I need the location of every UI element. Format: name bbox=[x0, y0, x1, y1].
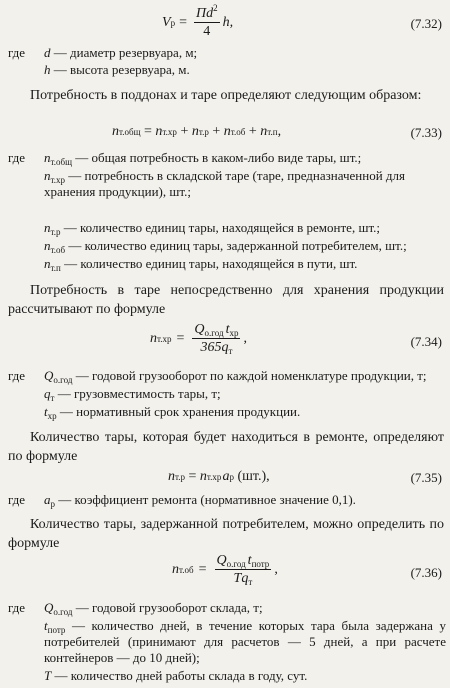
formula: n т.р = n т.хр a р (шт.), bbox=[168, 469, 270, 484]
sub: т.п bbox=[50, 263, 61, 273]
sub: т bbox=[248, 577, 253, 587]
equation-number: (7.34) bbox=[410, 334, 442, 349]
symbol: n bbox=[44, 256, 51, 271]
sup: 2 bbox=[213, 3, 218, 13]
sub: т.р bbox=[50, 227, 61, 237]
symbol: n bbox=[44, 150, 51, 165]
where-label: где bbox=[8, 368, 26, 383]
var: n bbox=[223, 124, 231, 139]
fraction bbox=[192, 322, 240, 355]
symbol: t bbox=[44, 404, 48, 419]
var: n bbox=[260, 124, 268, 139]
equation-7-35 bbox=[0, 465, 450, 489]
var: n bbox=[191, 124, 199, 139]
numerator-t: t bbox=[247, 553, 252, 568]
where-label: где bbox=[8, 492, 26, 507]
var: n bbox=[199, 469, 207, 484]
definition-text: — диаметр резервуара, м; bbox=[50, 45, 198, 60]
where-label: где bbox=[8, 600, 26, 615]
equals: = bbox=[140, 124, 156, 139]
equals: = bbox=[176, 330, 185, 346]
paragraph: Потребность в таре непосредственно для хранения продукции рассчитывают по формуле bbox=[8, 283, 444, 317]
fraction bbox=[215, 553, 272, 586]
comma: , bbox=[274, 561, 278, 577]
definition-text: — нормативный срок хранения продукции. bbox=[56, 404, 301, 419]
equation-number: (7.33) bbox=[410, 125, 442, 140]
definition-text: — коэффициент ремонта (нормативное значение 0,1). bbox=[55, 492, 356, 507]
sub: потр bbox=[251, 559, 270, 569]
fraction bbox=[194, 3, 220, 39]
symbol: Q bbox=[44, 368, 54, 383]
unit: (шт.), bbox=[233, 469, 270, 484]
equals: = bbox=[185, 469, 200, 484]
comma: , bbox=[277, 124, 282, 139]
definition-text: — количество дней работы склада в году, сут. bbox=[51, 668, 308, 683]
symbol: q bbox=[44, 386, 51, 401]
symbol: h bbox=[44, 62, 51, 77]
symbol: d bbox=[44, 45, 51, 60]
symbol: n bbox=[44, 168, 51, 183]
sub: т.об bbox=[50, 245, 66, 255]
plus: + bbox=[245, 124, 261, 139]
sub: потр bbox=[47, 625, 66, 635]
denominator: 4 bbox=[203, 24, 211, 39]
numerator-q: Q bbox=[216, 553, 227, 568]
definition-text: — грузовместимость тары, т; bbox=[54, 386, 221, 401]
definition-text: — годовой грузооборот склада, т; bbox=[72, 600, 263, 615]
sub: р bbox=[50, 499, 55, 509]
formula: n т.общ = n т.хр + n т.р + n т.об + n т.п , bbox=[112, 124, 282, 139]
equation-number: (7.36) bbox=[410, 565, 442, 580]
formula: V р = $\frac{Пd^2}{4}$ h, bbox=[162, 3, 234, 39]
sub: т bbox=[50, 393, 55, 403]
equals: = bbox=[179, 14, 187, 30]
paragraph: Количество тары, которая будет находиться в ремонте, определяют по формуле bbox=[8, 430, 444, 464]
sub: о.год bbox=[226, 559, 246, 569]
paragraph: Количество тары, задержанной потребителем, можно определить по формуле bbox=[8, 517, 444, 551]
var: n bbox=[112, 124, 119, 139]
definition-text: — количество дней, в течение которых тара была задержана у потребителей (принимают для расчетов — 5 дней, а при расчете контейнеров — до 10 дней); bbox=[44, 618, 446, 665]
denominator: Tq bbox=[233, 571, 249, 586]
var-v: V bbox=[162, 14, 171, 30]
comma: , bbox=[243, 330, 247, 346]
definition-text: — общая потребность в каком-либо виде тары, шт.; bbox=[72, 150, 362, 165]
equation-7-34 bbox=[0, 322, 450, 362]
var: n bbox=[155, 124, 163, 139]
where-label: где bbox=[8, 150, 26, 165]
sub: о.год bbox=[53, 607, 73, 617]
formula: n т.хр = $\frac{Q_{о.год} t_{хр}}{365q_т}$ , bbox=[150, 322, 247, 356]
definition-text: — потребность в складской таре (таре, предназначенной для хранения продукции), шт.; bbox=[44, 168, 406, 199]
sub: о.год bbox=[53, 375, 73, 385]
symbol: T bbox=[44, 668, 52, 683]
definition-text: — годовой грузооборот по каждой номенклатуре продукции, т; bbox=[72, 368, 427, 383]
equation-7-33 bbox=[0, 120, 450, 146]
var: n bbox=[172, 561, 179, 577]
plus: + bbox=[208, 124, 224, 139]
symbol: n bbox=[44, 220, 51, 235]
sub: т.хр bbox=[50, 175, 66, 185]
numerator-q: Q bbox=[194, 322, 205, 337]
sub: хр bbox=[47, 411, 57, 421]
equals: = bbox=[198, 561, 207, 577]
equation-number: (7.32) bbox=[410, 16, 442, 31]
sub: т.общ bbox=[50, 157, 73, 167]
numerator-t: t bbox=[225, 322, 230, 337]
sub: о.год bbox=[204, 328, 224, 338]
definition-text: — количество единиц тары, находящейся в ремонте, шт.; bbox=[60, 220, 381, 235]
formula: n т.об = $\frac{Q_{о.год} t_{потр}}{Tq_т}$ , bbox=[172, 553, 278, 587]
sub: хр bbox=[229, 328, 239, 338]
definition-text: — количество единиц тары, задержанной потребителем, шт.; bbox=[65, 238, 407, 253]
paragraph: Потребность в поддонах и таре определяют следующим образом: bbox=[30, 88, 422, 103]
symbol: a bbox=[44, 492, 51, 507]
definition-text: — высота резервуара, м. bbox=[50, 62, 190, 77]
var-h: h, bbox=[222, 14, 234, 30]
symbol: t bbox=[44, 618, 48, 633]
equation-number: (7.35) bbox=[410, 470, 442, 485]
denominator: 365q bbox=[200, 340, 229, 355]
equation-7-32 bbox=[0, 4, 450, 44]
symbol: n bbox=[44, 238, 51, 253]
var: n bbox=[150, 330, 157, 346]
equation-7-36 bbox=[0, 553, 450, 593]
plus: + bbox=[176, 124, 192, 139]
numerator: Пd bbox=[195, 6, 214, 21]
var: n bbox=[168, 469, 175, 484]
where-label: где bbox=[8, 45, 26, 60]
definition-text: — количество единиц тары, находящейся в пути, шт. bbox=[60, 256, 358, 271]
sub: т bbox=[228, 346, 233, 356]
var-a: a bbox=[222, 469, 230, 484]
symbol: Q bbox=[44, 600, 54, 615]
